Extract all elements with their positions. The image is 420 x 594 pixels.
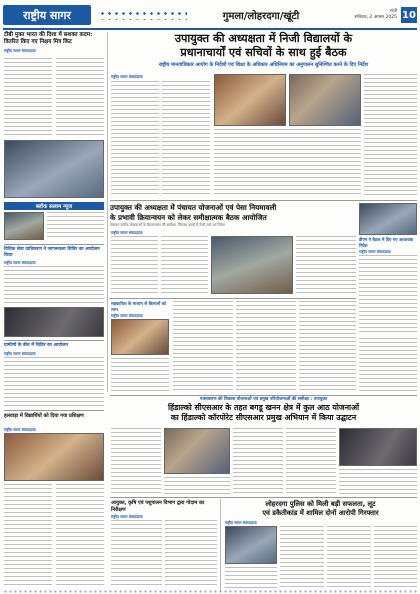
bottom-right-headline-line-1: लोहरदगा पुलिस को मिली बड़ी सफलता, लूट bbox=[265, 500, 376, 508]
lead-headline-line-1: उपायुक्त की अध्यक्षता में निजी विद्यालयों के bbox=[174, 32, 353, 45]
center-text-col-2 bbox=[173, 301, 233, 392]
banner-kicker: गत्साधारण की विकास योजनाओं एवं प्रमुख परियोजनाओं की समीक्षा : उपायुक्त bbox=[199, 397, 328, 402]
left-brief-text bbox=[47, 212, 104, 240]
banner-photo-1 bbox=[164, 428, 230, 474]
lead-byline: राष्ट्रीय सागर संवाददाता bbox=[111, 74, 143, 79]
left-top-text-col-1 bbox=[4, 58, 52, 138]
left-mid-photo bbox=[4, 307, 104, 337]
bottom-right-text-col-3 bbox=[327, 526, 371, 588]
brand-logo: राष्ट्रीय सागर bbox=[3, 5, 91, 25]
banner-text-col-3 bbox=[286, 428, 336, 494]
mid-text-col-1 bbox=[111, 236, 158, 296]
date-block bbox=[327, 9, 397, 21]
banner-text-col-2 bbox=[233, 428, 283, 494]
bottom-left-text-col-2 bbox=[56, 484, 104, 588]
bottom-right-text-col-1 bbox=[225, 567, 277, 588]
left-top-photo bbox=[4, 140, 104, 198]
date-line: शनिवार, 2 अगस्त 2025 bbox=[354, 15, 397, 20]
page-number: 10 bbox=[401, 7, 417, 23]
right-brief-text bbox=[359, 255, 417, 335]
bottom-left-headline: हलवाड़ा में विद्यार्थियों को दिया गया प्रशिक्षण bbox=[4, 413, 84, 419]
left-mid-text bbox=[4, 266, 104, 304]
banner-photo-2 bbox=[339, 428, 417, 466]
left-mid-byline: राष्ट्रीय सागर संवाददाता bbox=[4, 260, 36, 265]
city-label: रांची bbox=[389, 9, 397, 14]
left-mid-headline: विधिक सेवा प्राधिकरण ने जागरूकता शिविर का आयोजन किया bbox=[4, 247, 100, 258]
mid-photo bbox=[211, 236, 293, 294]
center-text-col-4 bbox=[299, 301, 356, 392]
banner-text-col-4 bbox=[339, 469, 417, 494]
left-top-byline: राष्ट्रीय सागर संवाददाता bbox=[4, 48, 36, 53]
bottom-mid-headline: आयुक्त, कृषि एवं पशुपालन विभाग द्वारा गोदाम का निरीक्षण bbox=[111, 500, 205, 513]
right-text-col-2 bbox=[359, 338, 417, 392]
bottom-left-text-col-1 bbox=[4, 484, 52, 588]
mid-headline-line-2: के प्रभावी क्रियान्वयन को लेकर समीक्षात्मक बैठक आयोजित bbox=[110, 212, 267, 222]
banner-caption bbox=[164, 477, 230, 494]
mid-headline-line-1: उपायुक्त की अध्यक्षता में पंचायत योजनाओं एवं पेसा नियमावली bbox=[110, 203, 277, 212]
lead-photo-2 bbox=[289, 74, 361, 126]
left-brief-photo bbox=[4, 212, 44, 240]
left-top-headline: टीबी मुक्त भारत की दिशा में सशक्त कदम: वितरित किए गए निक्षय मित्र किट bbox=[4, 32, 93, 45]
lead-photo-1 bbox=[214, 74, 286, 126]
mid-text-col-2 bbox=[161, 236, 208, 296]
bottom-mid-text-col-2 bbox=[165, 520, 217, 588]
section-label: ब्लॉक सलाम न्यूज bbox=[4, 202, 104, 210]
center-brief-photo bbox=[111, 319, 169, 355]
center-brief-byline: राष्ट्रीय सागर संवाददाता bbox=[111, 313, 143, 318]
bottom-right-text-col-2 bbox=[280, 526, 324, 588]
banner-headline-line-2: का हिंडाल्को कॉरपोरेट सीएसआर प्रमुख अभियान में किया उद्घाटन bbox=[170, 413, 357, 422]
center-brief-text bbox=[111, 358, 169, 392]
mid-byline: राष्ट्रीय सागर संवाददाता bbox=[111, 230, 143, 235]
edition-title: गुमला/लोहरदगा/खूंटी bbox=[222, 11, 300, 22]
center-brief-headline: सहकारिता के माध्यम से किसानों को लाभ bbox=[111, 301, 166, 312]
bottom-right-text-col-4 bbox=[374, 526, 417, 588]
lead-text-col-4 bbox=[364, 74, 417, 196]
right-brief-byline: राष्ट्रीय सागर संवाददाता bbox=[359, 249, 391, 254]
left-lower-headline: ग्रामीणों के बीच में शिविर का आयोजन bbox=[4, 343, 68, 348]
left-lower-text bbox=[4, 357, 104, 407]
lead-text-col-2 bbox=[162, 81, 210, 196]
left-top-text-col-2 bbox=[56, 58, 104, 138]
masthead-rule bbox=[3, 28, 417, 30]
bottom-right-photo bbox=[225, 526, 277, 564]
bottom-left-byline: राष्ट्रीय सागर संवाददाता bbox=[4, 427, 36, 432]
bottom-left-photo bbox=[4, 433, 104, 481]
lead-text-col-3 bbox=[214, 129, 361, 196]
lead-text-col-1 bbox=[111, 81, 159, 196]
bottom-right-byline: राष्ट्रीय सागर संवाददाता bbox=[225, 520, 257, 525]
lead-headline-line-2: प्रधानाचार्यों एवं सचिवों के साथ हुई बैठक bbox=[180, 46, 347, 59]
bottom-mid-text-col-1 bbox=[111, 520, 162, 588]
masthead bbox=[3, 3, 417, 27]
lead-subhead: राष्ट्रीय मानवाधिकार आयोग के निर्देशों एवं शिक्षा के अधिकार अधिनियम का अनुपालन सुनिश्चित करने के दिए निर्देश bbox=[158, 62, 369, 68]
banner-text-col-1 bbox=[111, 428, 161, 494]
right-brief-headline: डीएम ने बैठक में दिए गए आवश्यक निर्देश bbox=[359, 237, 414, 248]
center-text-col-3 bbox=[236, 301, 296, 392]
bottom-mid-byline: राष्ट्रीय सागर संवाददाता bbox=[111, 514, 143, 519]
mid-subhead: पंचायत स्तरीय योजनाओं के क्रियान्वयन की समीक्षा, विकास कार्यों में तेजी लाने का निर्देश bbox=[110, 223, 225, 227]
right-brief-photo bbox=[359, 203, 417, 235]
left-lower-byline: राष्ट्रीय सागर संवाददाता bbox=[4, 351, 36, 356]
mid-text-col-3 bbox=[296, 236, 356, 296]
footer-dot-strip bbox=[3, 589, 417, 593]
banner-headline-line-1: हिंडाल्को सीएसआर के तहत बगडू खनन क्षेत्र में कुल आठ योजनाओं bbox=[167, 403, 360, 412]
bottom-right-headline-line-2: एवं डकैतीकांड में शामिल दोनों आरोपी गिरफ्तार bbox=[262, 509, 379, 517]
masthead-dot-ornament bbox=[99, 10, 187, 20]
